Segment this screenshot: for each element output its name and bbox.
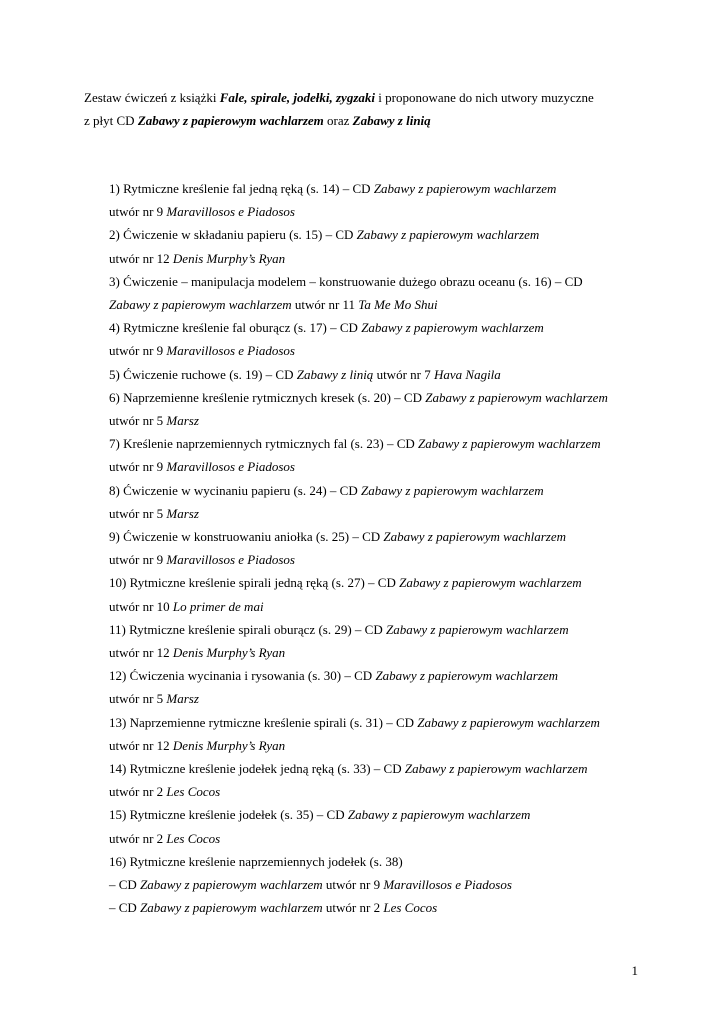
exercise-text: utwór nr 5 (109, 691, 167, 707)
exercise-text: 3) Ćwiczenie – manipulacja modelem – konstruowanie dużego obrazu oceanu (s. 16) – CD (109, 273, 583, 289)
exercise-text: utwór nr 10 (109, 598, 173, 614)
italic-title: Zabawy z papierowym wachlarzem (347, 807, 531, 823)
exercise-text: utwór nr 2 (322, 900, 384, 916)
exercise-line (109, 850, 709, 873)
italic-title: Zabawy z papierowym wachlarzem (417, 714, 600, 730)
exercise-item (109, 363, 709, 386)
header-text: z płyt CD (84, 113, 138, 128)
exercise-text: 16) Rytmiczne kreślenie naprzemiennych jodełek (s. 38) (109, 853, 403, 869)
exercise-text: – CD (109, 900, 141, 916)
italic-title: Zabawy z papierowym wachlarzem (361, 482, 544, 498)
exercise-item (109, 803, 709, 849)
italic-title: Ta Me Mo Shui (358, 297, 438, 313)
exercise-item (109, 757, 709, 803)
exercise-text: utwór nr 9 (109, 552, 167, 568)
italic-title: Marsz (166, 691, 199, 707)
header-line-2 (84, 109, 684, 132)
exercise-line (109, 803, 709, 826)
header-text: i proponowane do nich utwory muzyczne (375, 90, 594, 105)
exercise-text: 13) Naprzemienne rytmiczne kreślenie spirali (s. 31) – CD (109, 714, 418, 730)
exercise-text: 7) Kreślenie naprzemiennych rytmicznych fal (s. 23) – CD (109, 436, 419, 452)
exercise-line (109, 432, 709, 455)
exercise-text: – CD (109, 877, 141, 893)
exercise-text: 11) Rytmiczne kreślenie spirali oburącz (s. 29) – CD (109, 621, 386, 637)
italic-title: Zabawy z papierowym wachlarzem (140, 877, 323, 893)
italic-title: Denis Murphy’s Ryan (172, 250, 286, 266)
exercise-line (109, 177, 709, 200)
italic-title: Zabawy z papierowym wachlarzem (385, 621, 569, 637)
exercise-text: 5) Ćwiczenie ruchowe (s. 19) – CD (109, 366, 297, 382)
exercise-line (109, 734, 709, 757)
exercise-item (109, 618, 709, 664)
exercise-text: utwór nr 9 (322, 877, 384, 893)
exercise-text: utwór nr 9 (109, 343, 167, 359)
exercise-line (109, 548, 709, 571)
italic-title: Zabawy z papierowym wachlarzem (399, 575, 582, 591)
exercise-item (109, 177, 709, 223)
exercise-line (109, 827, 709, 850)
exercise-line (109, 363, 709, 386)
italic-title: Les Cocos (166, 784, 221, 800)
exercise-line (109, 223, 709, 246)
exercise-text: utwór nr 12 (109, 645, 173, 661)
exercise-text: utwór nr 12 (109, 737, 173, 753)
exercise-item (109, 386, 709, 432)
italic-title: Maravillosos e Piadosos (166, 204, 295, 220)
italic-title: Zabawy z papierowym wachlarzem (361, 320, 544, 336)
exercise-line (109, 896, 709, 919)
italic-title: Zabawy z papierowym wachlarzem (140, 900, 323, 916)
exercise-item (109, 711, 709, 757)
exercise-text: utwór nr 9 (109, 459, 167, 475)
exercise-item (109, 850, 709, 920)
italic-title: Zabawy z papierowym wachlarzem (109, 297, 292, 313)
italic-title: Denis Murphy’s Ryan (172, 737, 286, 753)
italic-title: Zabawy z linią (296, 366, 374, 382)
header-line-1 (84, 86, 684, 109)
exercise-item (109, 223, 709, 269)
exercise-item (109, 432, 709, 478)
book-title: Fale, spirale, jodełki, zygzaki (219, 90, 375, 105)
exercise-item (109, 479, 709, 525)
cd-title: Zabawy z papierowym wachlarzem (137, 113, 324, 128)
italic-title: Maravillosos e Piadosos (166, 343, 295, 359)
exercise-text: utwór nr 2 (109, 830, 167, 846)
exercise-text: utwór nr 12 (109, 250, 173, 266)
italic-title: Hava Nagila (433, 366, 501, 382)
exercise-line (109, 571, 709, 594)
exercise-list (109, 177, 709, 920)
exercise-text: utwór nr 7 (373, 366, 434, 382)
exercise-text: utwór nr 2 (109, 784, 167, 800)
exercise-text: 15) Rytmiczne kreślenie jodełek (s. 35) – CD (109, 807, 348, 823)
header-text: oraz (323, 113, 353, 128)
exercise-line (109, 270, 709, 293)
exercise-line (109, 386, 709, 409)
exercise-line (109, 247, 709, 270)
header-text: Zestaw ćwiczeń z książki (84, 90, 220, 105)
italic-title: Zabawy z papierowym wachlarzem (418, 436, 601, 452)
italic-title: Denis Murphy’s Ryan (172, 645, 286, 661)
italic-title: Maravillosos e Piadosos (166, 459, 295, 475)
exercise-text: 4) Rytmiczne kreślenie fal oburącz (s. 17) – CD (109, 320, 362, 336)
exercise-line (109, 618, 709, 641)
exercise-line (109, 711, 709, 734)
italic-title: Maravillosos e Piadosos (166, 552, 295, 568)
exercise-line (109, 316, 709, 339)
italic-title: Zabawy z papierowym wachlarzem (373, 181, 557, 196)
exercise-text: utwór nr 5 (109, 505, 167, 521)
document-header (84, 86, 684, 132)
exercise-text: utwór nr 5 (109, 413, 167, 429)
exercise-text: 1) Rytmiczne kreślenie fal jedną ręką (s. 14) – CD (109, 181, 374, 196)
italic-title: Zabawy z papierowym wachlarzem (375, 668, 559, 684)
exercise-item (109, 270, 709, 316)
exercise-item (109, 571, 709, 617)
exercise-text: utwór nr 9 (109, 204, 167, 220)
italic-title: Maravillosos e Piadosos (383, 877, 512, 893)
exercise-item (109, 664, 709, 710)
exercise-line (109, 200, 709, 223)
exercise-line (109, 339, 709, 362)
exercise-item (109, 525, 709, 571)
exercise-line (109, 525, 709, 548)
italic-title: Lo primer de mai (172, 598, 264, 614)
exercise-text: 14) Rytmiczne kreślenie jodełek jedną ręką (s. 33) – CD (109, 761, 405, 777)
exercise-text: 9) Ćwiczenie w konstruowaniu aniołka (s. 25) – CD (109, 529, 384, 545)
exercise-line (109, 293, 709, 316)
exercise-text: 2) Ćwiczenie w składaniu papieru (s. 15) – CD (109, 227, 357, 243)
page-number: 1 (631, 963, 638, 978)
exercise-line (109, 780, 709, 803)
exercise-line (109, 409, 709, 432)
exercise-line (109, 479, 709, 502)
exercise-line (109, 687, 709, 710)
exercise-text: 6) Naprzemienne kreślenie rytmicznych kresek (s. 20) – CD (109, 389, 426, 405)
italic-title: Les Cocos (383, 900, 438, 916)
exercise-text: 8) Ćwiczenie w wycinaniu papieru (s. 24) – CD (109, 482, 361, 498)
exercise-line (109, 502, 709, 525)
exercise-line (109, 757, 709, 780)
italic-title: Marsz (166, 413, 199, 429)
exercise-line (109, 641, 709, 664)
italic-title: Zabawy z papierowym wachlarzem (425, 389, 608, 405)
italic-title: Zabawy z papierowym wachlarzem (356, 227, 540, 243)
italic-title: Marsz (166, 505, 199, 521)
exercise-text: utwór nr 11 (291, 297, 359, 313)
italic-title: Zabawy z papierowym wachlarzem (383, 529, 566, 545)
exercise-line (109, 595, 709, 618)
italic-title: Zabawy z papierowym wachlarzem (404, 761, 588, 777)
exercise-item (109, 316, 709, 362)
exercise-text: 10) Rytmiczne kreślenie spirali jedną ręką (s. 27) – CD (109, 575, 400, 591)
exercise-line (109, 664, 709, 687)
cd-title: Zabawy z linią (352, 113, 431, 128)
italic-title: Les Cocos (166, 830, 221, 846)
exercise-line (109, 455, 709, 478)
exercise-text: 12) Ćwiczenia wycinania i rysowania (s. 30) – CD (109, 668, 376, 684)
exercise-line (109, 873, 709, 896)
